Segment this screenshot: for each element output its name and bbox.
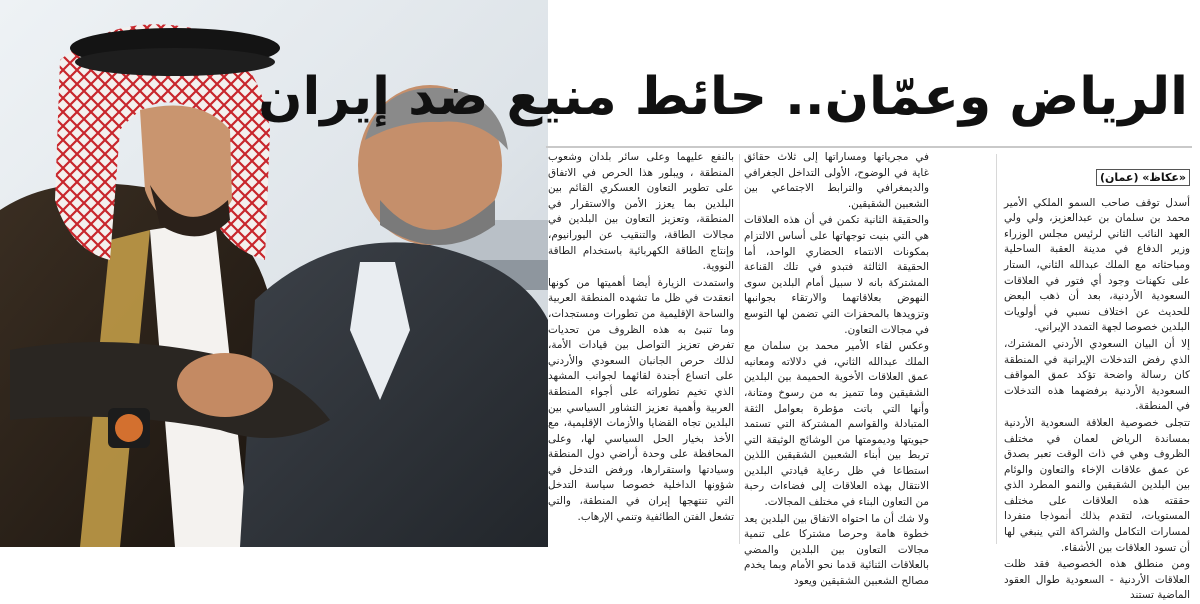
byline: «عكاظ» (عمان) xyxy=(1004,170,1190,186)
headline-rule xyxy=(546,146,1192,148)
column-divider xyxy=(996,154,997,544)
text-column-3 xyxy=(548,150,734,547)
text-column-1 xyxy=(1004,150,1190,602)
paragraph: واستمدت الزيارة أيضا أهميتها من كونها انعقدت في ظل ما تشهده المنطقة العربية والساحة الإقليمية من تطورات ومستجدات، وما تنبئ به هذه الظروف من تحديات تفرض تعزيز التواصل بين قيادات الأمة، لذلك حرص الجانبان السعودي والأردني على اتساع أجندة لقائهما لجوانب المشهد الذي تخيم تطوراته على أجواء المنطقة العربية وأهمية تعزيز التشاور السياسي بين البلدين تجاه القضايا والأزمات الإقليمية، مع الأخذ بخيار الحل السياسي لها، وعلى المحافظة على وحدة أراضي دول المنطقة وسيادتها واستقرارها، ورفض التدخل في شؤونها الداخلية خصوصا سياسة التدخل التي تنتهجها إيران في المنطقة، والتي تشعل الفتن الطائفية وتنمي الإرهاب. xyxy=(548,276,734,523)
headline: الرياض وعمّان.. حائط منيع ضد إيران xyxy=(258,67,1188,127)
paragraph: إلا أن البيان السعودي الأردني المشترك، الذي رفض التدخلات الإيرانية في المنطقة كان رسالة واضحة تؤكد عمق المواقف السعودية الأردنية برفضهما هذه التدخلات في المنطقة. xyxy=(1004,337,1190,413)
paragraph: ولا شك أن ما احتواه الاتفاق بين البلدين يعد خطوة هامة وحرصا مشتركا على تنمية مجالات التعاون بين البلدين والمضي بالعلاقات الثنائية قدما نحو الأمام وبما يخدم مصالح الشعبين الشقيقين ويعود xyxy=(744,512,929,588)
paragraph: في مجرياتها ومساراتها إلى ثلاث حقائق غاية في الوضوح، الأولى التداخل الجغرافي والديمغرافي والترابط الاجتماعي بين الشعبين الشقيقين. xyxy=(744,151,929,210)
paragraph: والحقيقة الثانية تكمن في أن هذه العلاقات هي التي بنيت توجهاتها على أساس الالتزام بمكونات الانتماء الحضاري الواحد، أما الحقيقة الثالثة فتبدو في تلك القناعة المشتركة بانه لا سبيل أمام البلدين سوى النهوض بعلاقاتهما والارتقاء بجوانبها وتزويدها بالمحفزات التي تضمن لها التوسع في مجالات التعاون. xyxy=(744,214,929,336)
paragraph: وعكس لقاء الأمير محمد بن سلمان مع الملك عبدالله الثاني، في دلالاته ومعانيه عمق العلاقات الأخوية الحميمة بين البلدين الشقيقين وما تتميز به من رسوخ ومتانة، وأنها التي باتت مؤطرة بعوامل الثقة المتبادلة والقواسم المشتركة التي تستمد حيويتها وديمومتها من الوشائج الوثيقة التي تربط بين أبناء الشعبين الشقيقين اللذين استطاعا في ظل رعاية قيادتي البلدين الانتقال بهذه العلاقات إلى فضاءات رحبة من التعاون البناء في مختلف المجالات. xyxy=(744,340,929,509)
text-column-2 xyxy=(744,150,929,588)
column-divider xyxy=(739,154,740,544)
paragraph: تتجلى خصوصية العلاقة السعودية الأردنية بمساندة الرياض لعمان في مختلف الظروف وهي في ذات الوقت تعبر بصدق عن عمق علاقات الإخاء والتعاون والوئام بين البلدين الشقيقين والنمو المطرد الذي حققته هذه العلاقات على مختلف المستويات، لتقدم بذلك أنموذجا متفردا لمسارات التكامل والشراكة التي ينبغي لها أن تسود العلاقات بين الأشقاء. xyxy=(1004,416,1190,554)
paragraph: بالنفع عليهما وعلى سائر بلدان وشعوب المنطقة ، ويبلور هذا الحرص في الاتفاق على تطوير التعاون العسكري القائم بين البلدين بما يعزز الأمن والاستقرار في المنطقة، وتعزيز التعاون بين البلدين في مجالات الطاقة، والتنقيب عن اليورانيوم، وإنتاج الطاقة الكهربائية باستخدام الطاقة النووية. xyxy=(548,151,734,273)
paragraph: ومن منطلق هذه الخصوصية فقد ظلت العلاقات الأردنية - السعودية طوال العقود الماضية تستند xyxy=(1004,558,1190,602)
paragraph: أسدل توقف صاحب السمو الملكي الأمير محمد بن سلمان بن عبدالعزيز، ولي ولي العهد النائب الثاني لرئيس مجلس الوزراء وزير الدفاع في مدينة العقبة الساحلية ومباحثاته مع الملك عبدالله الثاني، الستار على تكهنات وجود أي فتور في العلاقات السعودية الأردنية، بعد أن ذهب البعض للحديث عن اختلاف نسبي في أولويات البلدين خصوصا لجهة التمدد الإيراني. xyxy=(1004,196,1190,334)
